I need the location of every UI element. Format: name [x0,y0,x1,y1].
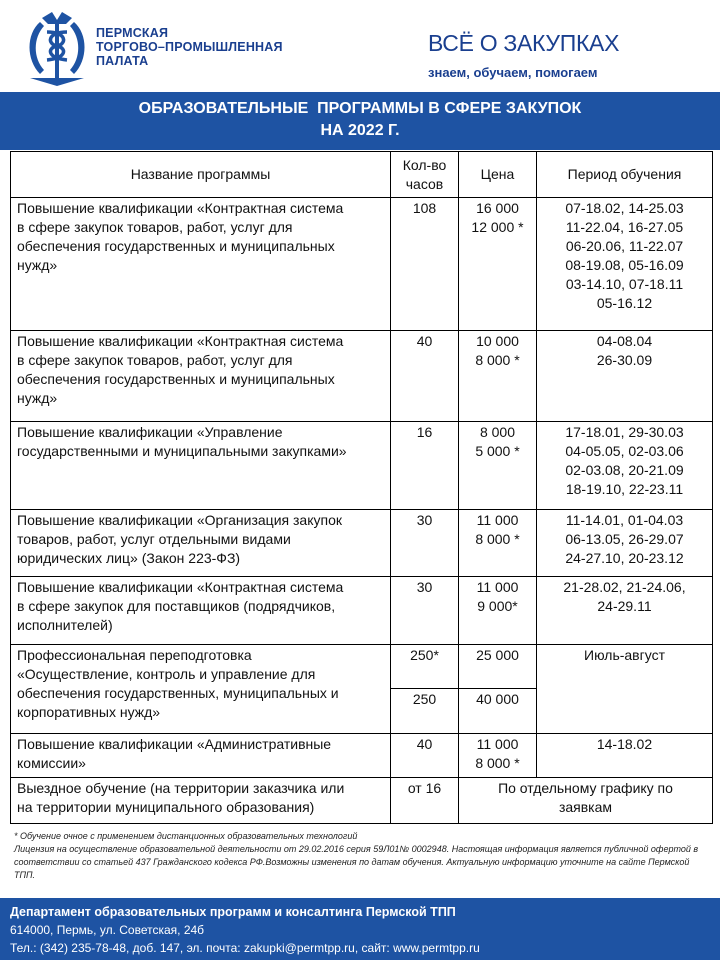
footnote-license: Лицензия на осуществление образовательной деятельности от 29.02.2016 серия 59Л01№ 0002948. Настоящая информация является публичной офертой в соответствии со статьей 437 Гражданского кодекса РФ.Возможны изменения по датам обучения. Актуальную информацию уточните на сайте Пермской ТПП. [14,844,699,880]
text-line: обеспечения государственных и муниципальных [17,371,335,387]
table-row [11,734,713,778]
price-line: 10 000 [476,333,519,349]
text-line: в сфере закупок товаров, работ, услуг для [17,352,293,368]
program-name [11,577,391,645]
period-line: 08-19.08, 05-16.09 [565,257,684,273]
footnote-asterisk: * Обучение очное с применением дистанционных образовательных технологий [14,831,358,841]
header-hours-line: часов [405,175,444,192]
footer-contacts: Тел.: (342) 235-78-48, доб. 147, эл. почта: zakupki@permtpp.ru, сайт: www.permtpp.ru [10,941,480,955]
text-line: в сфере закупок товаров, работ, услуг для [17,219,293,235]
header-name: Название программы [11,152,391,198]
text-line: товаров, работ, услуг отдельными видами [17,531,291,547]
text-line: Повышение квалификации «Контрактная система [17,333,344,349]
header-period: Период обучения [537,152,713,198]
period-line: 26-30.09 [596,352,653,368]
program-name [11,778,391,824]
program-price [459,510,537,577]
price-line: 11 000 [476,579,519,595]
price-line: 5 000 * [475,443,520,459]
period-line: 24-27.10, 20-23.12 [565,550,684,566]
text-line: Профессиональная переподготовка [17,647,252,663]
program-price [459,734,537,778]
slogan-title: ВСЁ О ЗАКУПКАХ [428,30,620,56]
period-line: 06-13.05, 26-29.07 [565,531,684,547]
text-line: нужд» [17,390,58,406]
program-name [11,422,391,510]
period-line: 03-14.10, 07-18.11 [565,276,684,292]
period-line: 17-18.01, 29-30.03 [565,424,684,440]
program-hours: 250* [391,645,459,689]
period-line: 21-28.02, 21-24.06, [563,579,686,595]
title-banner [0,92,720,150]
header-price: Цена [459,152,537,198]
price-line: 8 000 * [475,755,520,771]
program-period [537,198,713,331]
org-name-line: ПАЛАТА [96,54,149,68]
footnotes [14,830,704,882]
text-line: Повышение квалификации «Административные [17,736,332,752]
program-hours: 30 [391,510,459,577]
program-hours: от 16 [391,778,459,824]
period-line: 18-19.10, 22-23.11 [565,481,684,497]
program-hours: 30 [391,577,459,645]
header-hours [391,152,459,198]
table-row [11,422,713,510]
footer-address: 614000, Пермь, ул. Советская, 24б [10,923,205,937]
header-hours-line: Кол-во [402,156,447,173]
program-period [537,422,713,510]
program-hours: 40 [391,331,459,422]
price-line: 9 000* [477,598,518,614]
table-row [11,510,713,577]
org-name-line: ТОРГОВО–ПРОМЫШЛЕННАЯ [96,40,283,54]
text-line: в сфере закупок для поставщиков (подрядчиков, [17,598,336,614]
text-line: на территории муниципального образования) [17,799,315,815]
table-row [11,778,713,824]
text-line: Повышение квалификации «Управление [17,424,283,440]
program-hours: 16 [391,422,459,510]
table-row [11,645,713,689]
text-line: «Осуществление, контроль и управление для [17,666,316,682]
org-name-line: ПЕРМСКАЯ [96,26,169,40]
schedule-line: По отдельному графику по [498,780,673,796]
text-line: Выездное обучение (на территории заказчика или [17,780,345,796]
text-line: исполнителей) [17,617,113,633]
chamber-caduceus-logo-icon [22,8,92,88]
footer-department: Департамент образовательных программ и консалтинга Пермской ТПП [10,905,456,919]
program-period [537,734,713,778]
slogan-subtitle: знаем, обучаем, помогаем [428,65,598,80]
text-line: государственными и муниципальными закупками» [17,443,347,459]
text-line: Повышение квалификации «Контрактная система [17,200,344,216]
program-hours: 250 [391,689,459,734]
period-line: 05-16.12 [596,295,653,311]
programs-table-wrapper [10,151,712,824]
banner-line: НА 2022 Г. [320,122,400,139]
programs-table [10,151,713,824]
price-line: 11 000 [476,736,519,752]
text-line: юридических лиц» (Закон 223-ФЗ) [17,550,241,566]
table-header-row [11,152,713,198]
program-price [459,198,537,331]
period-line: 07-18.02, 14-25.03 [565,200,684,216]
price-line: 8 000 * [475,352,520,368]
program-price [459,422,537,510]
price-line: 16 000 [476,200,519,216]
text-line: Повышение квалификации «Контрактная система [17,579,344,595]
program-name [11,510,391,577]
header [0,0,720,92]
program-hours: 108 [391,198,459,331]
program-period [537,645,713,734]
program-price [459,577,537,645]
program-hours: 40 [391,734,459,778]
text-line: обеспечения государственных и муниципальных [17,238,335,254]
schedule-line: заявкам [558,799,613,815]
table-row [11,331,713,422]
period-line: Июль-август [584,647,665,663]
program-price [459,331,537,422]
program-name [11,198,391,331]
period-line: 02-03.08, 20-21.09 [565,462,684,478]
program-name [11,734,391,778]
program-period [537,331,713,422]
program-price: 25 000 [459,645,537,689]
organization-name [96,26,283,68]
text-line: корпоративных нужд» [17,704,161,720]
price-line: 11 000 [476,512,519,528]
period-line: 14-18.02 [596,736,653,752]
period-line: 11-14.01, 01-04.03 [565,512,684,528]
price-line: 12 000 * [471,219,524,235]
text-line: Повышение квалификации «Организация закупок [17,512,342,528]
table-row [11,198,713,331]
text-line: нужд» [17,257,58,273]
price-line: 8 000 * [475,531,520,547]
period-line: 11-22.04, 16-27.05 [565,219,684,235]
program-name [11,331,391,422]
period-line: 06-20.06, 11-22.07 [565,238,684,254]
period-line: 04-05.05, 02-03.06 [565,443,684,459]
text-line: обеспечения государственных, муниципальных и [17,685,339,701]
footer [0,898,720,960]
period-line: 04-08.04 [596,333,653,349]
program-price: 40 000 [459,689,537,734]
program-period [537,577,713,645]
text-line: комиссии» [17,755,86,771]
banner-line: ОБРАЗОВАТЕЛЬНЫЕ ПРОГРАММЫ В СФЕРЕ ЗАКУПОК [138,100,582,117]
table-row [11,577,713,645]
program-name [11,645,391,734]
price-line: 8 000 [479,424,516,440]
program-schedule [459,778,713,824]
period-line: 24-29.11 [597,598,652,614]
program-period [537,510,713,577]
